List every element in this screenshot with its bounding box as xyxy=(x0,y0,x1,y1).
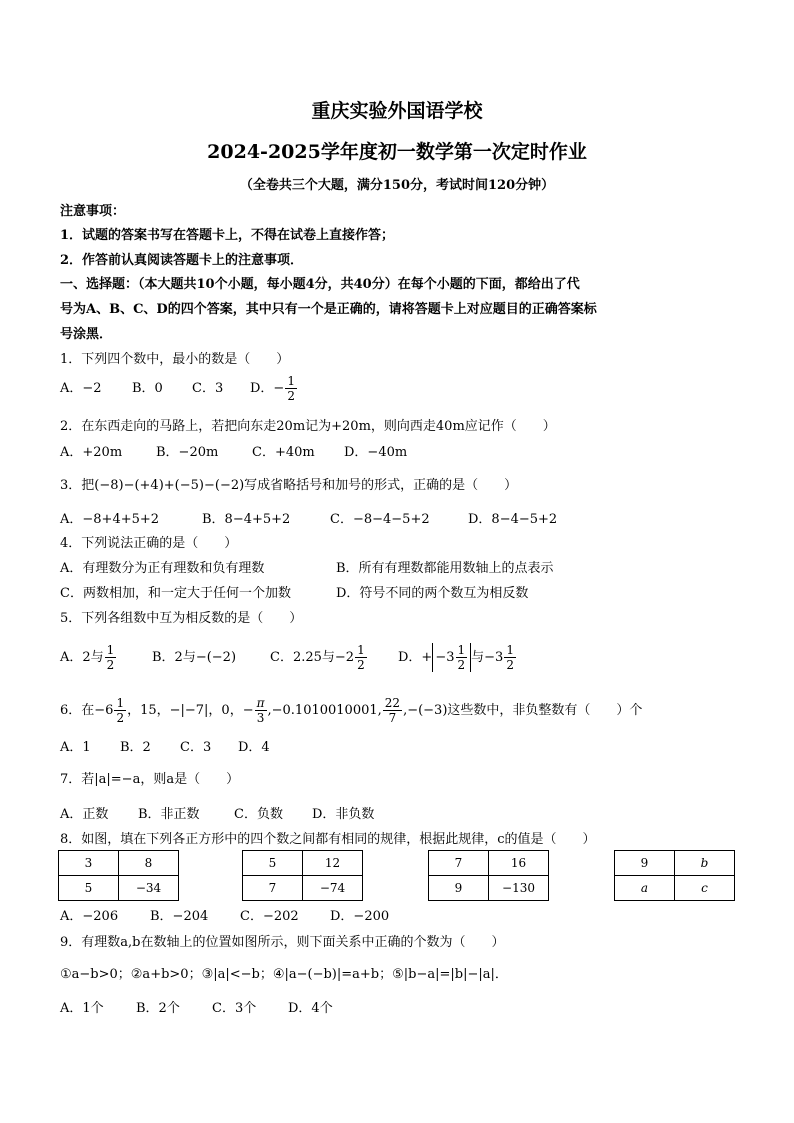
q9-options xyxy=(60,997,333,1016)
q5-option-d xyxy=(398,643,517,672)
note-item-1: 1．试题的答案书写在答题卡上，不得在试卷上直接作答； xyxy=(60,228,395,243)
fraction-denominator: 2 xyxy=(116,711,125,725)
q7-options xyxy=(60,803,374,822)
q6-pi-fraction xyxy=(255,696,267,725)
q5-option-a-fraction xyxy=(105,643,117,672)
q1-option-a: A．−2 xyxy=(60,381,102,396)
q6-part2: ,−0.1010010001, xyxy=(267,703,382,718)
q5-option-d-abs-whole: −3 xyxy=(435,650,455,665)
q4-options-row1 xyxy=(60,557,554,576)
q1-option-b: B．0 xyxy=(132,381,163,396)
fraction-numerator: 1 xyxy=(506,643,514,657)
q7-stem: 7．若|a|=−a，则a是（ ） xyxy=(60,772,240,787)
fraction-numerator: 1 xyxy=(457,643,466,657)
q5-option-b: B．2与−(−2) xyxy=(152,650,237,665)
grid-cell: −130 xyxy=(489,876,549,901)
q5-option-d-fraction xyxy=(504,643,516,672)
grid-cell: a xyxy=(615,876,675,901)
grid-cell: 7 xyxy=(429,851,489,876)
q8-grid-1 xyxy=(58,850,179,901)
q8-option-c: C．−202 xyxy=(240,909,299,924)
q4-stem: 4．下列说法正确的是（ ） xyxy=(60,536,238,551)
q5-option-a-prefix: A．2与 xyxy=(60,650,104,665)
q7-option-d: D．非负数 xyxy=(312,807,375,822)
q6-option-c: C．3 xyxy=(180,740,212,755)
q8-grid-2 xyxy=(242,850,363,901)
fraction-numerator: 1 xyxy=(357,643,365,657)
q4-options-row2 xyxy=(60,582,528,601)
section1-line-1: 一、选择题：（本大题共10个小题，每小题4分，共40分）在每个小题的下面，都给出了代 xyxy=(60,277,580,292)
fraction-denominator: 2 xyxy=(287,389,295,403)
fraction-denominator: 2 xyxy=(506,658,514,672)
grid-cell: 16 xyxy=(489,851,549,876)
q5-option-d-absolute xyxy=(432,643,471,672)
grid-cell: 12 xyxy=(303,851,363,876)
section1-line-2: 号为A、B、C、D的四个答案，其中只有一个是正确的，请将答题卡上对应题目的正确答案标 xyxy=(60,302,597,317)
q1-option-c: C．3 xyxy=(192,381,224,396)
grid-cell: 9 xyxy=(429,876,489,901)
fraction-numerator: π xyxy=(256,696,265,710)
q5-option-c-prefix: C．2.25与−2 xyxy=(270,650,355,665)
q9-option-d: D．4个 xyxy=(288,1001,333,1016)
q3-option-a: A．−8+4+5+2 xyxy=(60,512,160,527)
q6-options xyxy=(60,736,270,755)
q7-option-c: C．负数 xyxy=(234,807,283,822)
q4-option-a: A．有理数分为正有理数和负有理数 xyxy=(60,561,265,576)
q1-option-d-prefix: D．− xyxy=(250,381,285,396)
q8-stem: 8．如图，填在下列各正方形中的四个数之间都有相同的规律，根据此规律，c的值是（ ） xyxy=(60,832,596,847)
q8-grid-3 xyxy=(428,850,549,901)
q2-option-d: D．−40m xyxy=(344,445,408,460)
q5-option-a xyxy=(60,643,152,672)
q9-option-b: B．2个 xyxy=(136,1001,180,1016)
q5-option-c xyxy=(270,643,398,672)
fraction-denominator: 2 xyxy=(357,658,365,672)
section1-line-3: 号涂黑． xyxy=(60,327,113,342)
q7-option-b: B．非正数 xyxy=(138,807,200,822)
q9-stem: 9．有理数a,b在数轴上的位置如图所示，则下面关系中正确的个数为（ ） xyxy=(60,935,505,950)
grid-cell: c xyxy=(675,876,735,901)
fraction-numerator: 22 xyxy=(384,696,401,710)
q4-option-c: C．两数相加，和一定大于任何一个加数 xyxy=(60,586,291,601)
q6-part1: ，15，−|−7|，0，− xyxy=(127,703,254,718)
q9-statements: ①a−b>0；②a+b>0；③|a|<−b；④|a−(−b)|=a+b；⑤|b−a|=|b|−|a|． xyxy=(60,967,508,982)
q2-stem: 2．在东西走向的马路上，若把向东走20m记为+20m，则向西走40m应记作（ ） xyxy=(60,419,556,434)
q6-option-d: D．4 xyxy=(238,740,270,755)
q3-stem: 3．把(−8)−(+4)+(−5)−(−2)写成省略括号和加号的形式，正确的是（ ） xyxy=(60,478,518,493)
fraction-denominator: 2 xyxy=(457,658,466,672)
grid-cell: 9 xyxy=(615,851,675,876)
exam-title: 2024-2025学年度初一数学第一次定时作业 xyxy=(207,141,587,163)
q5-options xyxy=(60,643,517,672)
grid-cell: 3 xyxy=(59,851,119,876)
q2-option-b: B．−20m xyxy=(156,445,219,460)
q3-option-d: D．8−4−5+2 xyxy=(468,512,558,527)
q1-option-d-fraction xyxy=(285,374,297,403)
q1-options xyxy=(60,374,298,403)
q3-option-b: B．8−4+5+2 xyxy=(202,512,291,527)
q6-option-a: A．1 xyxy=(60,740,91,755)
q7-option-a: A．正数 xyxy=(60,807,109,822)
q1-option-d xyxy=(250,374,298,403)
q3-option-c: C．−8−4−5+2 xyxy=(330,512,430,527)
grid-cell: b xyxy=(675,851,735,876)
q8-option-a: A．−206 xyxy=(60,909,119,924)
q8-option-d: D．−200 xyxy=(330,909,390,924)
q8-grid-4 xyxy=(614,850,735,901)
q5-option-d-prefix: D．+ xyxy=(398,650,433,665)
q3-options xyxy=(60,508,557,527)
exam-info: （全卷共三个大题，满分150分，考试时间120分钟） xyxy=(239,178,555,193)
q6-prefix: 6．在−6 xyxy=(60,703,114,718)
q2-options xyxy=(60,441,407,460)
q2-option-a: A．+20m xyxy=(60,445,123,460)
fraction-denominator: 3 xyxy=(256,711,265,725)
grid-cell: 5 xyxy=(59,876,119,901)
q6-mixed-fraction xyxy=(114,696,126,725)
fraction-numerator: 1 xyxy=(106,643,115,657)
fraction-denominator: 7 xyxy=(388,711,397,725)
grid-cell: −74 xyxy=(303,876,363,901)
q6-option-b: B．2 xyxy=(120,740,151,755)
q2-option-c: C．+40m xyxy=(252,445,315,460)
q8-options xyxy=(60,905,389,924)
q6-stem xyxy=(60,696,642,725)
q4-option-d: D．符号不同的两个数互为相反数 xyxy=(336,586,529,601)
school-title: 重庆实验外国语学校 xyxy=(311,100,483,122)
grid-cell: 7 xyxy=(243,876,303,901)
q5-option-c-fraction xyxy=(355,643,367,672)
q6-part3: ,−(−3)这些数中，非负整数有（ ）个 xyxy=(403,703,643,718)
note-item-2: 2．作答前认真阅读答题卡上的注意事项． xyxy=(60,253,304,268)
q5-option-d-mid: 与−3 xyxy=(471,650,504,665)
q9-option-c: C．3个 xyxy=(212,1001,257,1016)
fraction-denominator: 2 xyxy=(106,658,115,672)
fraction-numerator: 1 xyxy=(116,696,125,710)
notes-heading: 注意事项： xyxy=(60,204,126,219)
grid-cell: 5 xyxy=(243,851,303,876)
fraction-numerator: 1 xyxy=(287,374,295,388)
q5-stem: 5．下列各组数中互为相反数的是（ ） xyxy=(60,611,303,626)
grid-cell: −34 xyxy=(119,876,179,901)
q1-stem: 1．下列四个数中，最小的数是（ ） xyxy=(60,352,290,367)
q8-option-b: B．−204 xyxy=(150,909,209,924)
q9-option-a: A．1个 xyxy=(60,1001,104,1016)
q4-option-b: B．所有有理数都能用数轴上的点表示 xyxy=(336,561,554,576)
q6-22-7-fraction xyxy=(383,696,402,725)
q5-option-d-abs-fraction xyxy=(456,643,468,672)
grid-cell: 8 xyxy=(119,851,179,876)
